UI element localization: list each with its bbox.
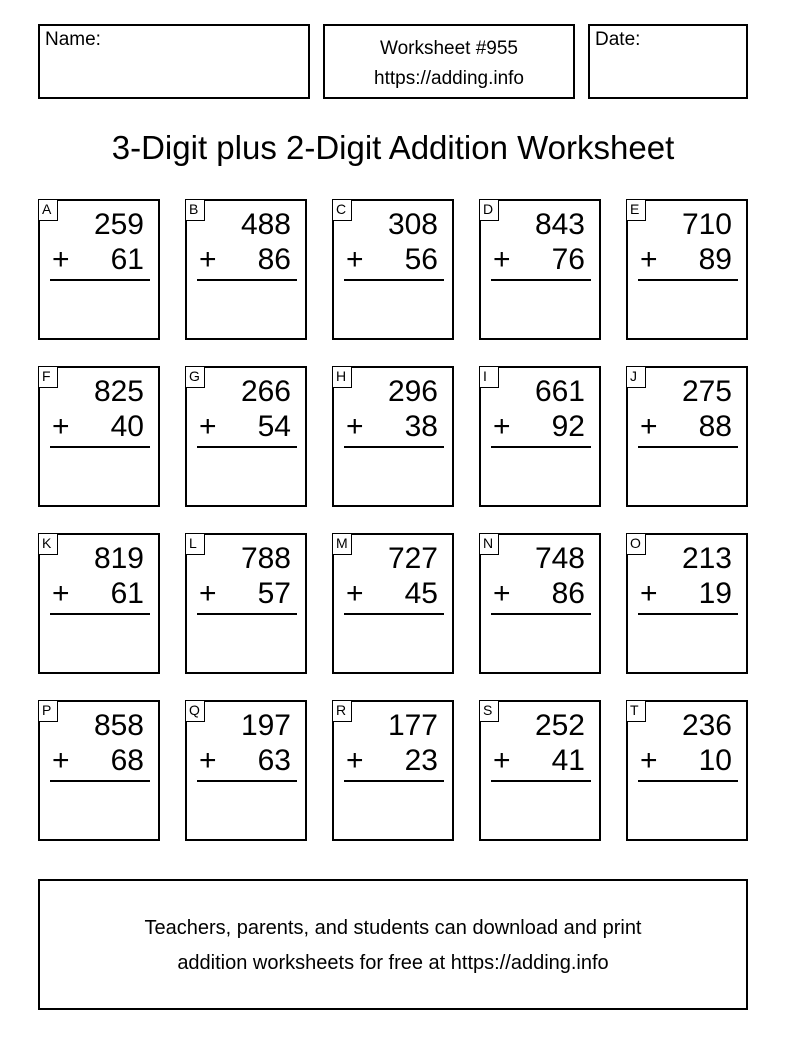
first-addend: 213	[681, 542, 732, 575]
problem-letter: C	[332, 199, 352, 221]
problem-letter: I	[479, 366, 499, 388]
problem-letter: K	[38, 533, 58, 555]
first-addend: 275	[681, 375, 732, 408]
plus-sign: +	[52, 577, 70, 610]
answer-line	[638, 613, 738, 615]
second-addend: 38	[404, 410, 438, 443]
first-addend: 858	[93, 709, 144, 742]
problem-box[interactable]	[332, 533, 454, 674]
answer-line	[50, 279, 150, 281]
second-addend: 61	[110, 577, 144, 610]
problem-box[interactable]	[185, 366, 307, 507]
problem-box[interactable]	[185, 199, 307, 340]
plus-sign: +	[52, 744, 70, 777]
second-addend: 40	[110, 410, 144, 443]
name-label: Name:	[45, 29, 101, 50]
problem-box[interactable]	[185, 700, 307, 841]
date-field[interactable]	[588, 24, 748, 99]
answer-line	[50, 780, 150, 782]
first-addend: 748	[534, 542, 585, 575]
problem-letter: L	[185, 533, 205, 555]
answer-line	[344, 446, 444, 448]
first-addend: 266	[240, 375, 291, 408]
date-label: Date:	[595, 29, 641, 50]
answer-line	[344, 780, 444, 782]
second-addend: 89	[698, 243, 732, 276]
second-addend: 68	[110, 744, 144, 777]
answer-line	[50, 446, 150, 448]
problem-box[interactable]	[626, 366, 748, 507]
plus-sign: +	[199, 410, 217, 443]
problem-letter: S	[479, 700, 499, 722]
problem-box[interactable]	[479, 700, 601, 841]
problem-letter: R	[332, 700, 352, 722]
plus-sign: +	[199, 577, 217, 610]
plus-sign: +	[493, 410, 511, 443]
first-addend: 197	[240, 709, 291, 742]
problem-letter: F	[38, 366, 58, 388]
first-addend: 177	[387, 709, 438, 742]
plus-sign: +	[493, 577, 511, 610]
worksheet-number: Worksheet #955	[379, 38, 518, 59]
plus-sign: +	[493, 243, 511, 276]
first-addend: 727	[387, 542, 438, 575]
plus-sign: +	[640, 744, 658, 777]
footer-note	[38, 879, 748, 1010]
problem-box[interactable]	[332, 700, 454, 841]
answer-line	[197, 446, 297, 448]
second-addend: 57	[257, 577, 291, 610]
first-addend: 661	[534, 375, 585, 408]
problem-letter: Q	[185, 700, 205, 722]
first-addend: 252	[534, 709, 585, 742]
problem-box[interactable]	[185, 533, 307, 674]
answer-line	[344, 279, 444, 281]
footer-line-1: Teachers, parents, and students can download and print	[144, 917, 642, 939]
plus-sign: +	[52, 410, 70, 443]
first-addend: 236	[681, 709, 732, 742]
second-addend: 86	[257, 243, 291, 276]
answer-line	[491, 446, 591, 448]
second-addend: 63	[257, 744, 291, 777]
second-addend: 23	[404, 744, 438, 777]
answer-line	[197, 279, 297, 281]
first-addend: 843	[534, 208, 585, 241]
plus-sign: +	[199, 744, 217, 777]
problem-box[interactable]	[38, 533, 160, 674]
problem-letter: E	[626, 199, 646, 221]
worksheet-url: https://adding.info	[374, 68, 524, 89]
problem-box[interactable]	[38, 199, 160, 340]
plus-sign: +	[346, 744, 364, 777]
problem-box[interactable]	[479, 199, 601, 340]
problem-letter: T	[626, 700, 646, 722]
problem-letter: A	[38, 199, 58, 221]
problem-letter: P	[38, 700, 58, 722]
first-addend: 488	[240, 208, 291, 241]
problem-box[interactable]	[626, 199, 748, 340]
footer-line-2: addition worksheets for free at https://adding.info	[177, 952, 609, 974]
plus-sign: +	[640, 243, 658, 276]
second-addend: 92	[551, 410, 585, 443]
worksheet-info-box	[323, 24, 575, 99]
problem-box[interactable]	[332, 199, 454, 340]
plus-sign: +	[346, 577, 364, 610]
plus-sign: +	[346, 243, 364, 276]
second-addend: 88	[698, 410, 732, 443]
plus-sign: +	[640, 410, 658, 443]
answer-line	[197, 613, 297, 615]
second-addend: 86	[551, 577, 585, 610]
plus-sign: +	[493, 744, 511, 777]
page-title: 3-Digit plus 2-Digit Addition Worksheet	[111, 129, 675, 166]
plus-sign: +	[52, 243, 70, 276]
problem-box[interactable]	[38, 700, 160, 841]
problem-letter: M	[332, 533, 352, 555]
first-addend: 788	[240, 542, 291, 575]
problem-box[interactable]	[38, 366, 160, 507]
second-addend: 10	[698, 744, 732, 777]
second-addend: 61	[110, 243, 144, 276]
answer-line	[638, 446, 738, 448]
answer-line	[491, 780, 591, 782]
plus-sign: +	[346, 410, 364, 443]
second-addend: 56	[404, 243, 438, 276]
problem-box[interactable]	[479, 533, 601, 674]
second-addend: 45	[404, 577, 438, 610]
second-addend: 19	[698, 577, 732, 610]
second-addend: 76	[551, 243, 585, 276]
first-addend: 296	[387, 375, 438, 408]
first-addend: 825	[93, 375, 144, 408]
problem-box[interactable]	[479, 366, 601, 507]
problem-letter: G	[185, 366, 205, 388]
first-addend: 308	[387, 208, 438, 241]
problem-box[interactable]	[332, 366, 454, 507]
answer-line	[50, 613, 150, 615]
name-field[interactable]	[38, 24, 310, 99]
first-addend: 710	[681, 208, 732, 241]
first-addend: 259	[93, 208, 144, 241]
answer-line	[638, 780, 738, 782]
plus-sign: +	[640, 577, 658, 610]
first-addend: 819	[93, 542, 144, 575]
problem-letter: B	[185, 199, 205, 221]
answer-line	[491, 279, 591, 281]
plus-sign: +	[199, 243, 217, 276]
problem-box[interactable]	[626, 533, 748, 674]
answer-line	[344, 613, 444, 615]
problem-letter: D	[479, 199, 499, 221]
problem-letter: O	[626, 533, 646, 555]
problem-letter: N	[479, 533, 499, 555]
second-addend: 41	[551, 744, 585, 777]
problem-box[interactable]	[626, 700, 748, 841]
answer-line	[491, 613, 591, 615]
answer-line	[197, 780, 297, 782]
second-addend: 54	[257, 410, 291, 443]
answer-line	[638, 279, 738, 281]
problem-letter: J	[626, 366, 646, 388]
problem-letter: H	[332, 366, 352, 388]
